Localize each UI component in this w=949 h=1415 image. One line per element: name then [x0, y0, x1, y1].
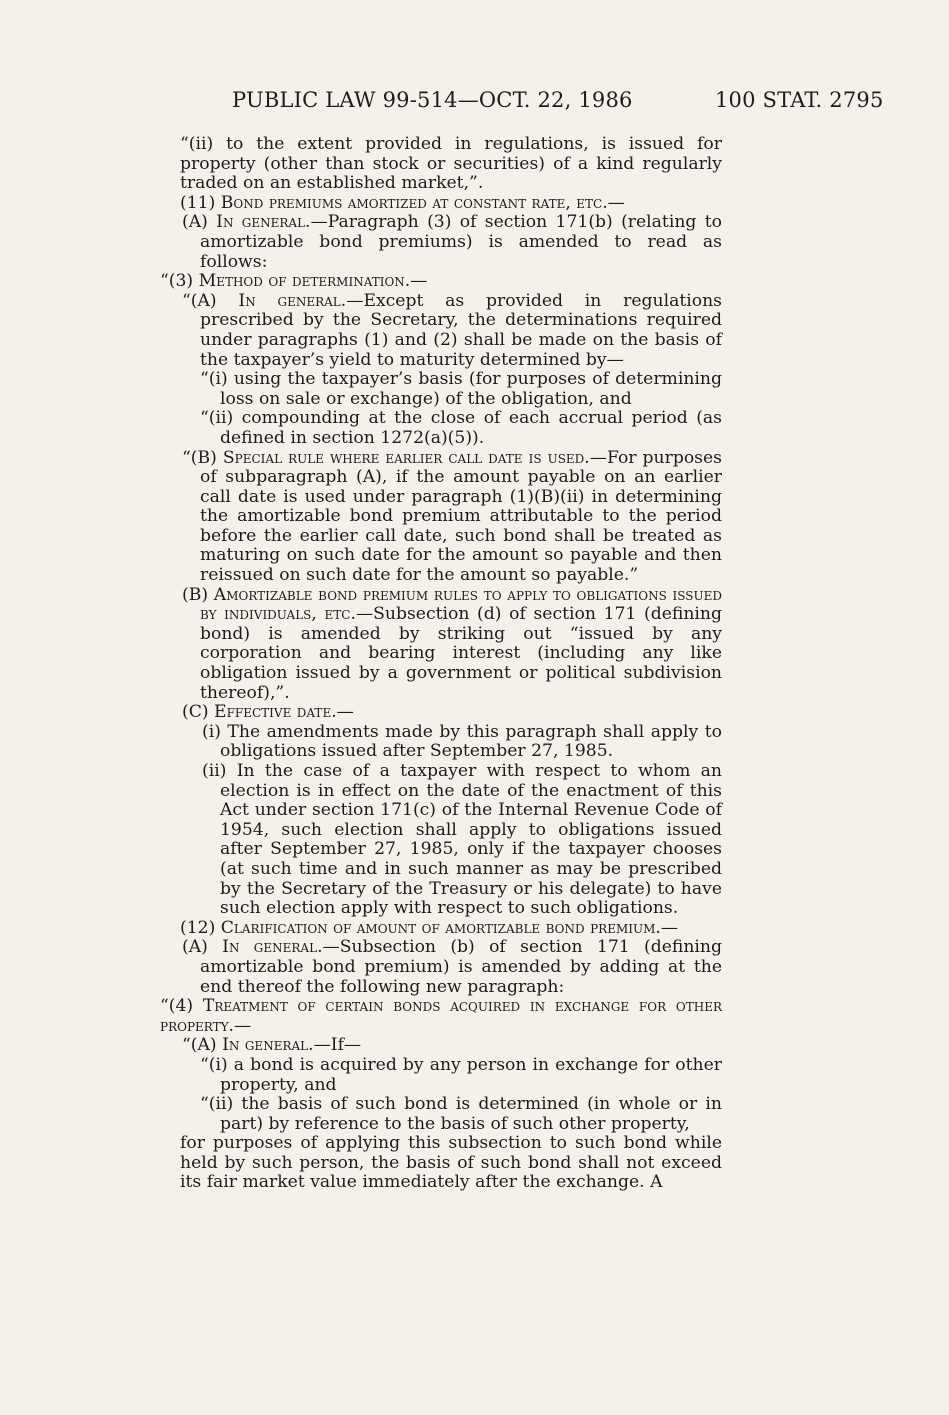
- paragraph-12-heading: (12) Clarification of amount of amortizable bond premium.—: [180, 917, 679, 938]
- statute-body: [160, 135, 722, 1193]
- running-header-page: 100 STAT. 2795: [715, 88, 884, 112]
- subparagraph-11b: (B) Amortizable bond premium rules to apply to obligations issued by individuals, etc.—Subsection (d) of section 171 (defining bond) is amended by striking out “issued by any corporation and bearing interest (including any like obligation issued by a government or political subdivision thereof),”.: [182, 584, 723, 703]
- clause-4a-i: “(i) a bond is acquired by any person in exchange for other property, and: [200, 1054, 722, 1095]
- flush-text: for purposes of applying this subsection to such bond while held by such person, the basis of such bond shall not exceed its fair market value immediately after the exchange. A: [180, 1133, 722, 1193]
- subparagraph-4a: “(A) In general.—If—: [182, 1035, 362, 1056]
- clause-4a-ii: “(ii) the basis of such bond is determined (in whole or in part) by reference to the basis of such other property,: [200, 1094, 722, 1134]
- paragraph-4-heading: “(4) Treatment of certain bonds acquired in exchange for other property.—: [160, 996, 722, 1036]
- clause-3a-ii: “(ii) compounding at the close of each accrual period (as defined in section 1272(a)(5)).: [200, 408, 722, 448]
- clause-3a-i: “(i) using the taxpayer’s basis (for purposes of determining loss on sale or exchange) of the obligation, and: [200, 369, 722, 409]
- subparagraph-3b: “(B) Special rule where earlier call date is used.—For purposes of subparagraph (A), if the amount payable on an earlier call date is used under paragraph (1)(B)(ii) in determining the amortizable bond premium attributable to the period before the earlier call date, such bond shall be treated as maturing on such date for the amount so payable and then reissued on such date for the amount so payable.”: [182, 447, 722, 586]
- clause-11c-i: (i) The amendments made by this paragraph shall apply to obligations issued after September 27, 1985.: [202, 721, 722, 762]
- running-header-title: PUBLIC LAW 99-514—OCT. 22, 1986: [232, 88, 633, 112]
- subparagraph-3a: “(A) In general.—Except as provided in regulations prescribed by the Secretary, the determinations required under paragraphs (1) and (2) shall be made on the basis of the taxpayer’s yield to maturity determined by—: [182, 290, 722, 370]
- subparagraph-11a: (A) In general.—Paragraph (3) of section 171(b) (relating to amortizable bond premiums) is amended to read as follows:: [182, 212, 722, 272]
- paragraph-11-heading: (11) Bond premiums amortized at constant rate, etc.—: [180, 192, 625, 213]
- paragraph-3-heading: “(3) Method of determination.—: [160, 271, 428, 292]
- clause-11c-ii: (ii) In the case of a taxpayer with respect to whom an election is in effect on the date of the enactment of this Act under section 171(c) of the Internal Revenue Code of 1954, such election shall apply to obligations issued after September 27, 1985, only if the taxpayer chooses (at such time and in such manner as may be prescribed by the Secretary of the Treasury or his delegate) to have such election apply with respect to such obligations.: [202, 761, 722, 919]
- clause-ii-text: “(ii) to the extent provided in regulations, is issued for property (other than stock or securities) of a kind regularly traded on an established market,”.: [180, 134, 722, 194]
- subparagraph-11c-heading: (C) Effective date.—: [182, 702, 354, 723]
- subparagraph-12a: (A) In general.—Subsection (b) of section 171 (defining amortizable bond premium) is amended by adding at the end thereof the following new paragraph:: [182, 937, 723, 997]
